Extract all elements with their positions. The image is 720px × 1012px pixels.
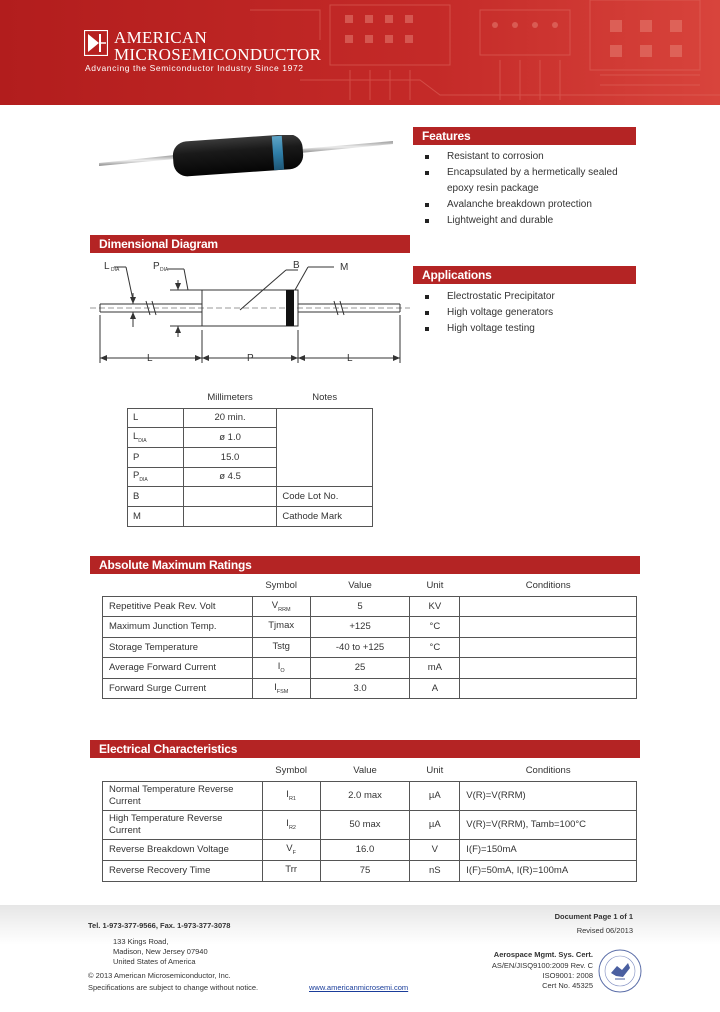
table-row — [103, 678, 637, 699]
table-row — [103, 781, 637, 810]
value-cell: 2.0 max — [320, 781, 410, 810]
table-header: Conditions — [525, 765, 571, 777]
table-header: Notes — [312, 392, 338, 404]
electrical-characteristics-heading: Electrical Characteristics — [90, 740, 640, 758]
value-cell: 5 — [310, 596, 410, 617]
unit-cell: A — [410, 678, 460, 699]
table-row — [103, 617, 637, 638]
address-line-3: United States of America — [113, 957, 196, 966]
list-item: Lightweight and durable — [413, 213, 636, 229]
diode-product-image — [95, 135, 395, 183]
dim-mm: ø 4.5 — [183, 467, 277, 487]
label-l-left: L — [147, 353, 153, 364]
table-header — [103, 761, 263, 781]
dim-note-empty — [277, 408, 373, 487]
dim-mm: 15.0 — [183, 447, 277, 467]
copyright-text: © 2013 American Microsemiconductor, Inc. — [88, 971, 231, 980]
value-cell: 50 max — [320, 810, 410, 839]
param-cell: Forward Surge Current — [103, 678, 253, 699]
dim-mm — [183, 506, 277, 526]
list-item: epoxy resin package — [447, 183, 539, 194]
cert-number: Cert No. 45325 — [542, 981, 593, 990]
symbol-cell: $I_{R2}$ — [262, 810, 320, 839]
dim-symbol: B — [128, 487, 184, 507]
document-page: Document Page 1 of 1 — [554, 912, 633, 921]
symbol-cell: $V_{RRM}$ — [252, 596, 310, 617]
dim-symbol: L — [133, 412, 139, 424]
dimensional-drawing — [90, 255, 410, 370]
certification-seal-icon — [597, 948, 643, 994]
param-cell: Reverse Breakdown Voltage — [103, 839, 263, 860]
spec-change-note: Specifications are subject to change without notice. — [88, 983, 259, 992]
conditions-cell — [460, 658, 637, 679]
dim-symbol: P — [133, 470, 140, 482]
value-cell: 25 — [310, 658, 410, 679]
table-header: Millimeters — [207, 392, 253, 404]
address-line-1: 133 Kings Road, — [113, 937, 169, 946]
dim-mm: 20 min. — [183, 408, 277, 428]
table-row — [128, 487, 373, 507]
value-cell: +125 — [310, 617, 410, 638]
absolute-max-ratings-table — [102, 576, 637, 699]
list-item: Avalanche breakdown protection — [413, 197, 636, 213]
param-cell: Normal Temperature Reverse Current — [103, 781, 263, 810]
dim-symbol-sub: DIA — [139, 477, 148, 484]
table-header — [128, 388, 184, 408]
company-name-line2: MICROSEMICONDUCTOR — [114, 45, 322, 64]
dim-mm — [183, 487, 277, 507]
applications-list — [413, 289, 636, 337]
address-line-2: Madison, New Jersey 07940 — [113, 947, 208, 956]
features-list — [413, 149, 636, 229]
table-row — [103, 637, 637, 658]
dim-symbol: M — [128, 506, 184, 526]
list-item: Encapsulated by a hermetically sealed — [413, 165, 636, 181]
table-header: Value — [348, 580, 372, 592]
list-item: Electrostatic Precipitator — [413, 289, 636, 305]
param-cell: Maximum Junction Temp. — [103, 617, 253, 638]
contact-phone-fax: Tel. 1-973-377-9566, Fax. 1-973-377-3078 — [88, 921, 231, 930]
applications-heading: Applications — [413, 266, 636, 284]
list-item: High voltage testing — [413, 321, 636, 337]
conditions-cell — [460, 637, 637, 658]
table-header: Symbol — [265, 580, 298, 592]
table-header: Unit — [426, 580, 444, 592]
symbol-cell: $I_{R1}$ — [262, 781, 320, 810]
value-cell: 3.0 — [310, 678, 410, 699]
value-cell: 16.0 — [320, 839, 410, 860]
dimensions-table — [127, 388, 373, 527]
dim-note: Cathode Mark — [277, 506, 373, 526]
features-heading: Features — [413, 127, 636, 145]
table-header — [103, 576, 253, 596]
table-header: Symbol — [275, 765, 307, 777]
absolute-max-ratings-heading: Absolute Maximum Ratings — [90, 556, 640, 574]
diode-logo-icon — [84, 30, 108, 56]
dim-symbol: P — [133, 451, 140, 463]
cert-title: Aerospace Mgmt. Sys. Cert. — [493, 950, 593, 959]
param-cell: Repetitive Peak Rev. Volt — [103, 596, 253, 617]
unit-cell: µA — [410, 810, 460, 839]
unit-cell: V — [410, 839, 460, 860]
unit-cell: mA — [410, 658, 460, 679]
unit-cell: nS — [410, 860, 460, 881]
company-name-line1: AMERICAN — [114, 28, 208, 47]
table-row — [103, 596, 637, 617]
param-cell: Storage Temperature — [103, 637, 253, 658]
table-header: Unit — [426, 765, 444, 777]
label-l-dia: L — [104, 261, 110, 272]
value-cell: -40 to +125 — [310, 637, 410, 658]
value-cell: 75 — [320, 860, 410, 881]
dimensional-diagram-heading: Dimensional Diagram — [90, 235, 410, 253]
label-m: M — [340, 262, 349, 273]
unit-cell: °C — [410, 637, 460, 658]
label-b: B — [293, 260, 300, 271]
conditions-cell: I(F)=150mA — [460, 839, 637, 860]
param-cell: High Temperature Reverse Current — [103, 810, 263, 839]
conditions-cell: V(R)=V(RRM) — [460, 781, 637, 810]
dim-mm: ø 1.0 — [183, 428, 277, 448]
label-p: P — [247, 353, 254, 364]
symbol-cell: $I_O$ — [252, 658, 310, 679]
param-cell: Reverse Recovery Time — [103, 860, 263, 881]
dim-symbol-sub: DIA — [138, 437, 147, 444]
table-row — [128, 506, 373, 526]
table-row — [103, 839, 637, 860]
website-link[interactable]: www.americanmicrosemi.com — [309, 983, 409, 992]
symbol-cell: Trr — [262, 860, 320, 881]
company-tagline: Advancing the Semiconductor Industry Since 1972 — [85, 63, 304, 73]
unit-cell: °C — [410, 617, 460, 638]
page-header — [0, 0, 720, 105]
conditions-cell: V(R)=V(RRM), Tamb=100°C — [460, 810, 637, 839]
label-p-dia-sub: DIA — [160, 267, 169, 273]
conditions-cell — [460, 617, 637, 638]
dim-note: Code Lot No. — [277, 487, 373, 507]
list-item: High voltage generators — [413, 305, 636, 321]
table-row — [128, 408, 373, 428]
cert-standard: AS/EN/JISQ9100:2009 Rev. C — [491, 961, 593, 970]
electrical-characteristics-table — [102, 761, 637, 882]
conditions-cell — [460, 678, 637, 699]
circuit-board-banner — [0, 0, 720, 105]
param-cell: Average Forward Current — [103, 658, 253, 679]
conditions-cell: I(F)=50mA, I(R)=100mA — [460, 860, 637, 881]
symbol-cell: Tstg — [252, 637, 310, 658]
table-row — [103, 658, 637, 679]
table-header: Value — [353, 765, 377, 777]
label-l-right: L — [347, 353, 353, 364]
dim-symbol: L — [133, 431, 139, 443]
list-item: Resistant to corrosion — [413, 149, 636, 165]
label-l-dia-sub: DIA — [111, 267, 120, 273]
cert-iso: ISO9001: 2008 — [542, 971, 593, 980]
table-row — [103, 860, 637, 881]
revised-date: Revised 06/2013 — [576, 926, 633, 935]
conditions-cell — [460, 596, 637, 617]
symbol-cell: Tjmax — [252, 617, 310, 638]
unit-cell: µA — [410, 781, 460, 810]
symbol-cell: $I_{FSM}$ — [252, 678, 310, 699]
label-p-dia: P — [153, 261, 160, 272]
table-row — [103, 810, 637, 839]
unit-cell: KV — [410, 596, 460, 617]
table-header: Conditions — [525, 580, 571, 592]
symbol-cell: $V_F$ — [262, 839, 320, 860]
